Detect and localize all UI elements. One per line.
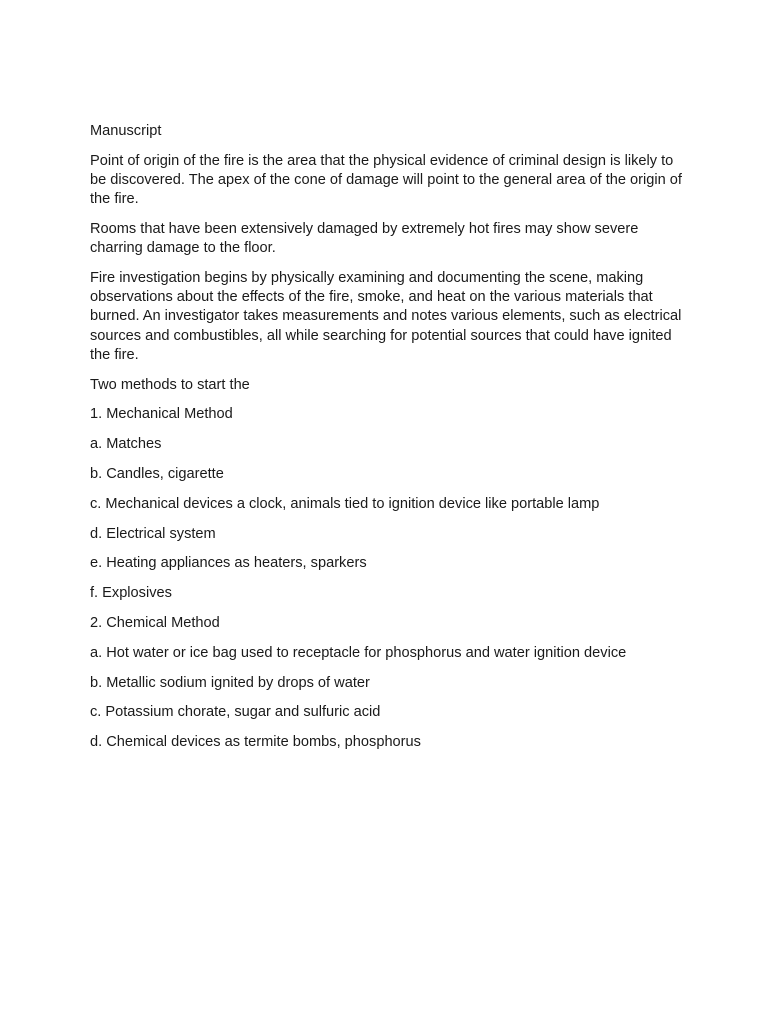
method-chemical-title: 2. Chemical Method — [90, 614, 220, 631]
list-item: c. Potassium chorate, sugar and sulfuric acid — [90, 704, 381, 721]
list-item: b. Metallic sodium ignited by drops of water — [90, 674, 370, 691]
document-heading: Manuscript — [90, 123, 162, 139]
paragraph-fire-investigation: Fire investigation begins by physically examining and documenting the scene, making observations about the effects of the fire, smoke, and heat on the various materials that burned. An investigator takes measurements and notes various elements, such as electrical sources and combustibles, all while searching for potential sources that could have ignited the fire. — [90, 270, 682, 363]
list-item: c. Mechanical devices a clock, animals tied to ignition device like portable lamp — [90, 495, 600, 512]
methods-intro: Two methods to start the — [90, 376, 250, 393]
list-item: a. Hot water or ice bag used to receptacle for phosphorus and water ignition device — [90, 644, 627, 661]
document-body — [90, 122, 690, 763]
list-item: e. Heating appliances as heaters, sparkers — [90, 555, 367, 572]
list-item: a. Matches — [90, 436, 162, 453]
method-mechanical-title: 1. Mechanical Method — [90, 406, 233, 423]
paragraph-point-of-origin: Point of origin of the fire is the area that the physical evidence of criminal design is likely to be discovered. The apex of the cone of damage will point to the general area of the origin of the fire. — [90, 152, 682, 208]
paragraph-rooms-damage: Rooms that have been extensively damaged by extremely hot fires may show severe charring damage to the floor. — [90, 221, 639, 257]
list-item: f. Explosives — [90, 585, 172, 602]
list-item: d. Chemical devices as termite bombs, phosphorus — [90, 734, 421, 751]
list-item: d. Electrical system — [90, 525, 216, 542]
list-item: b. Candles, cigarette — [90, 466, 224, 482]
